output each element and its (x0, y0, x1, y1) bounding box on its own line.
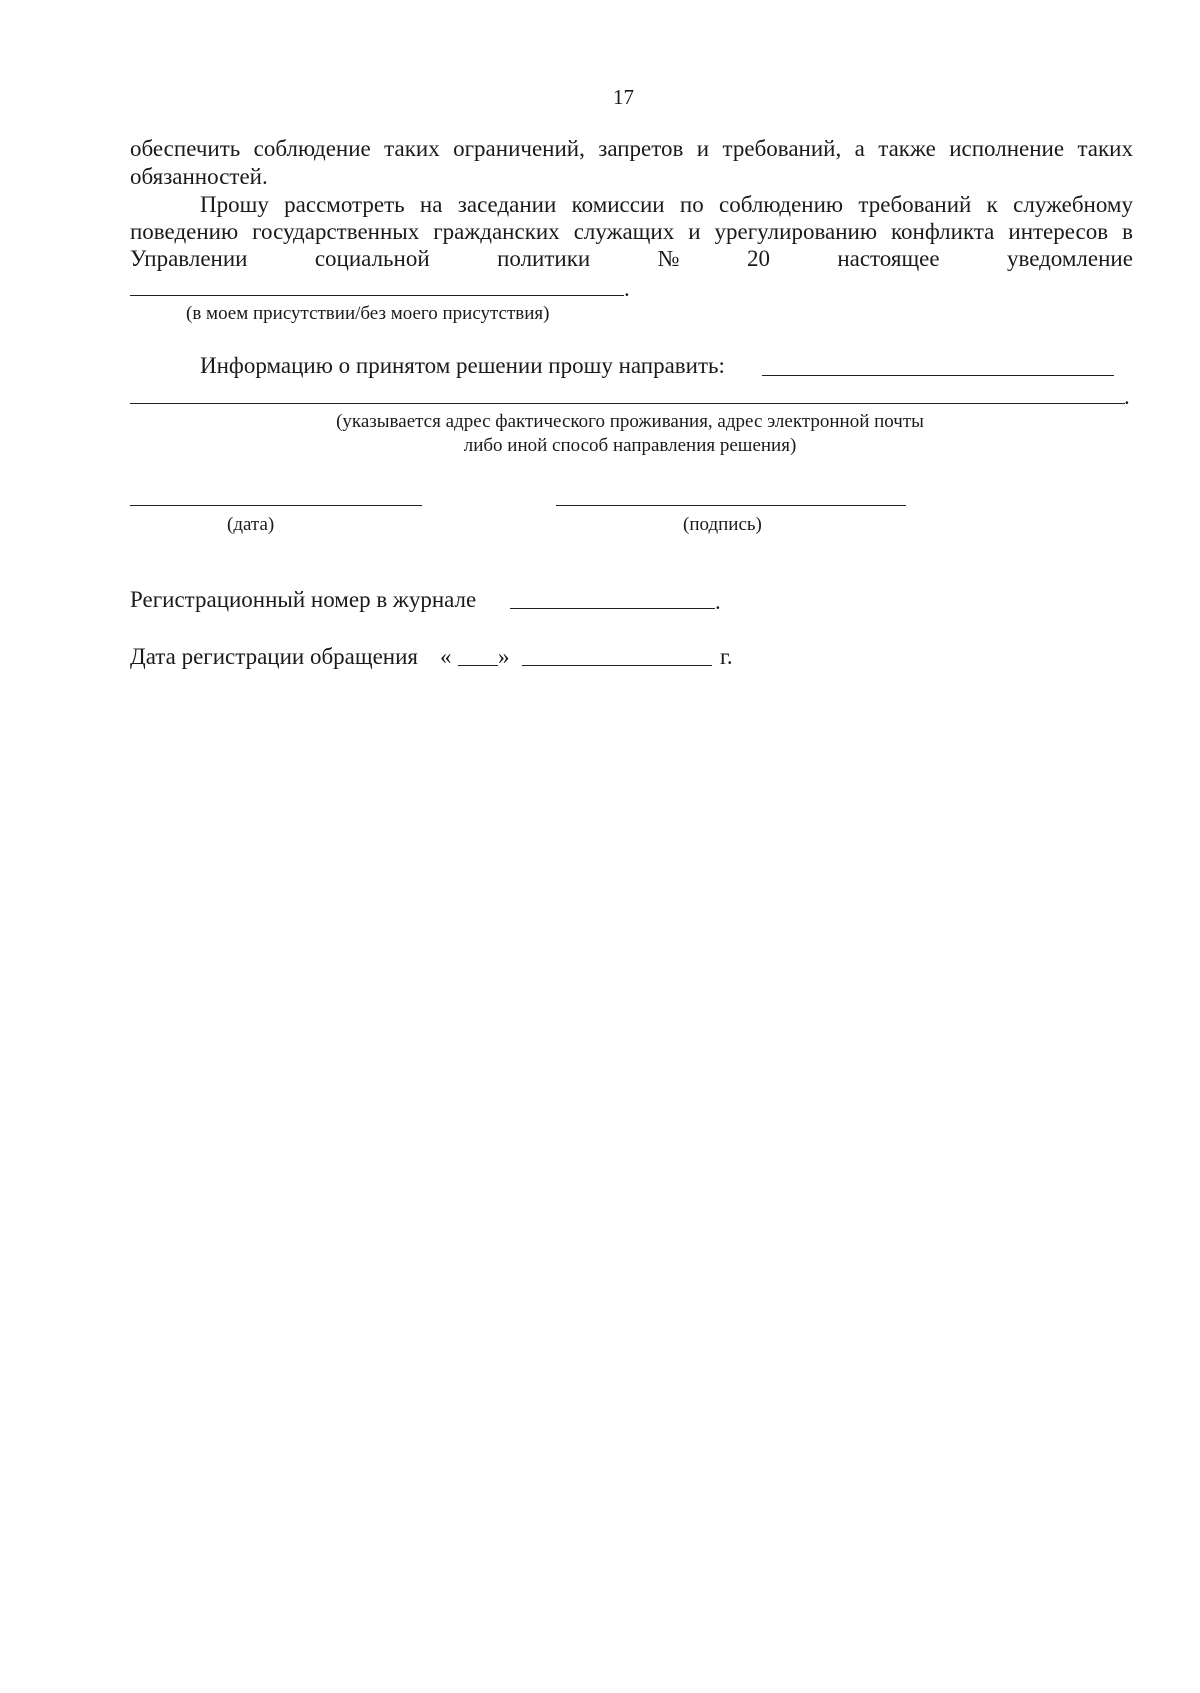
registration-number-line[interactable] (510, 608, 715, 609)
signature-caption: (подпись) (683, 514, 762, 535)
word: политики (497, 246, 591, 271)
word: настоящее (837, 246, 940, 271)
presence-hint: (в моем присутствии/без моего присутствия) (186, 303, 550, 324)
word: 20 (746, 246, 770, 271)
registration-number-end: . (715, 589, 721, 614)
registration-date-close-quote: » (498, 644, 510, 669)
word: уведомление (1006, 246, 1133, 271)
word: № (657, 246, 680, 271)
page-number: 17 (613, 85, 634, 109)
registration-date-open-quote: « (440, 644, 452, 669)
registration-day-line[interactable] (458, 665, 498, 666)
signature-line[interactable] (556, 505, 906, 506)
info-request-label: Информацию о принятом решении прошу направить: (200, 353, 725, 378)
presence-blank-line[interactable] (130, 295, 624, 296)
word: Управлении (130, 246, 248, 271)
paragraph-1-line-2: обязанностей. (130, 164, 268, 189)
registration-number-label: Регистрационный номер в журнале (130, 587, 477, 612)
paragraph-2-line-1: Прошу рассмотреть на заседании комиссии по соблюдению требований к служебному (200, 192, 1133, 217)
address-hint-line-2: либо иной способ направления решения) (463, 435, 797, 456)
address-blank-end: . (1124, 384, 1130, 409)
paragraph-2-line-3 (130, 245, 1133, 273)
registration-month-line[interactable] (522, 665, 712, 666)
date-caption: (дата) (227, 514, 275, 535)
word: социальной (314, 246, 430, 271)
address-hint-line-1: (указывается адрес фактического проживания, адрес электронной почты (336, 411, 924, 432)
paragraph-2-line-2: поведению государственных гражданских служащих и урегулированию конфликта интересов в (130, 219, 1133, 244)
address-blank-line[interactable] (130, 403, 1125, 404)
registration-date-label: Дата регистрации обращения (130, 644, 418, 669)
info-request-blank-line[interactable] (762, 375, 1114, 376)
date-line[interactable] (130, 505, 422, 506)
presence-blank-end: . (624, 276, 630, 301)
registration-year-suffix: г. (720, 644, 733, 669)
paragraph-1-line-1: обеспечить соблюдение таких ограничений, запретов и требований, а также исполнение таких (130, 136, 1133, 161)
